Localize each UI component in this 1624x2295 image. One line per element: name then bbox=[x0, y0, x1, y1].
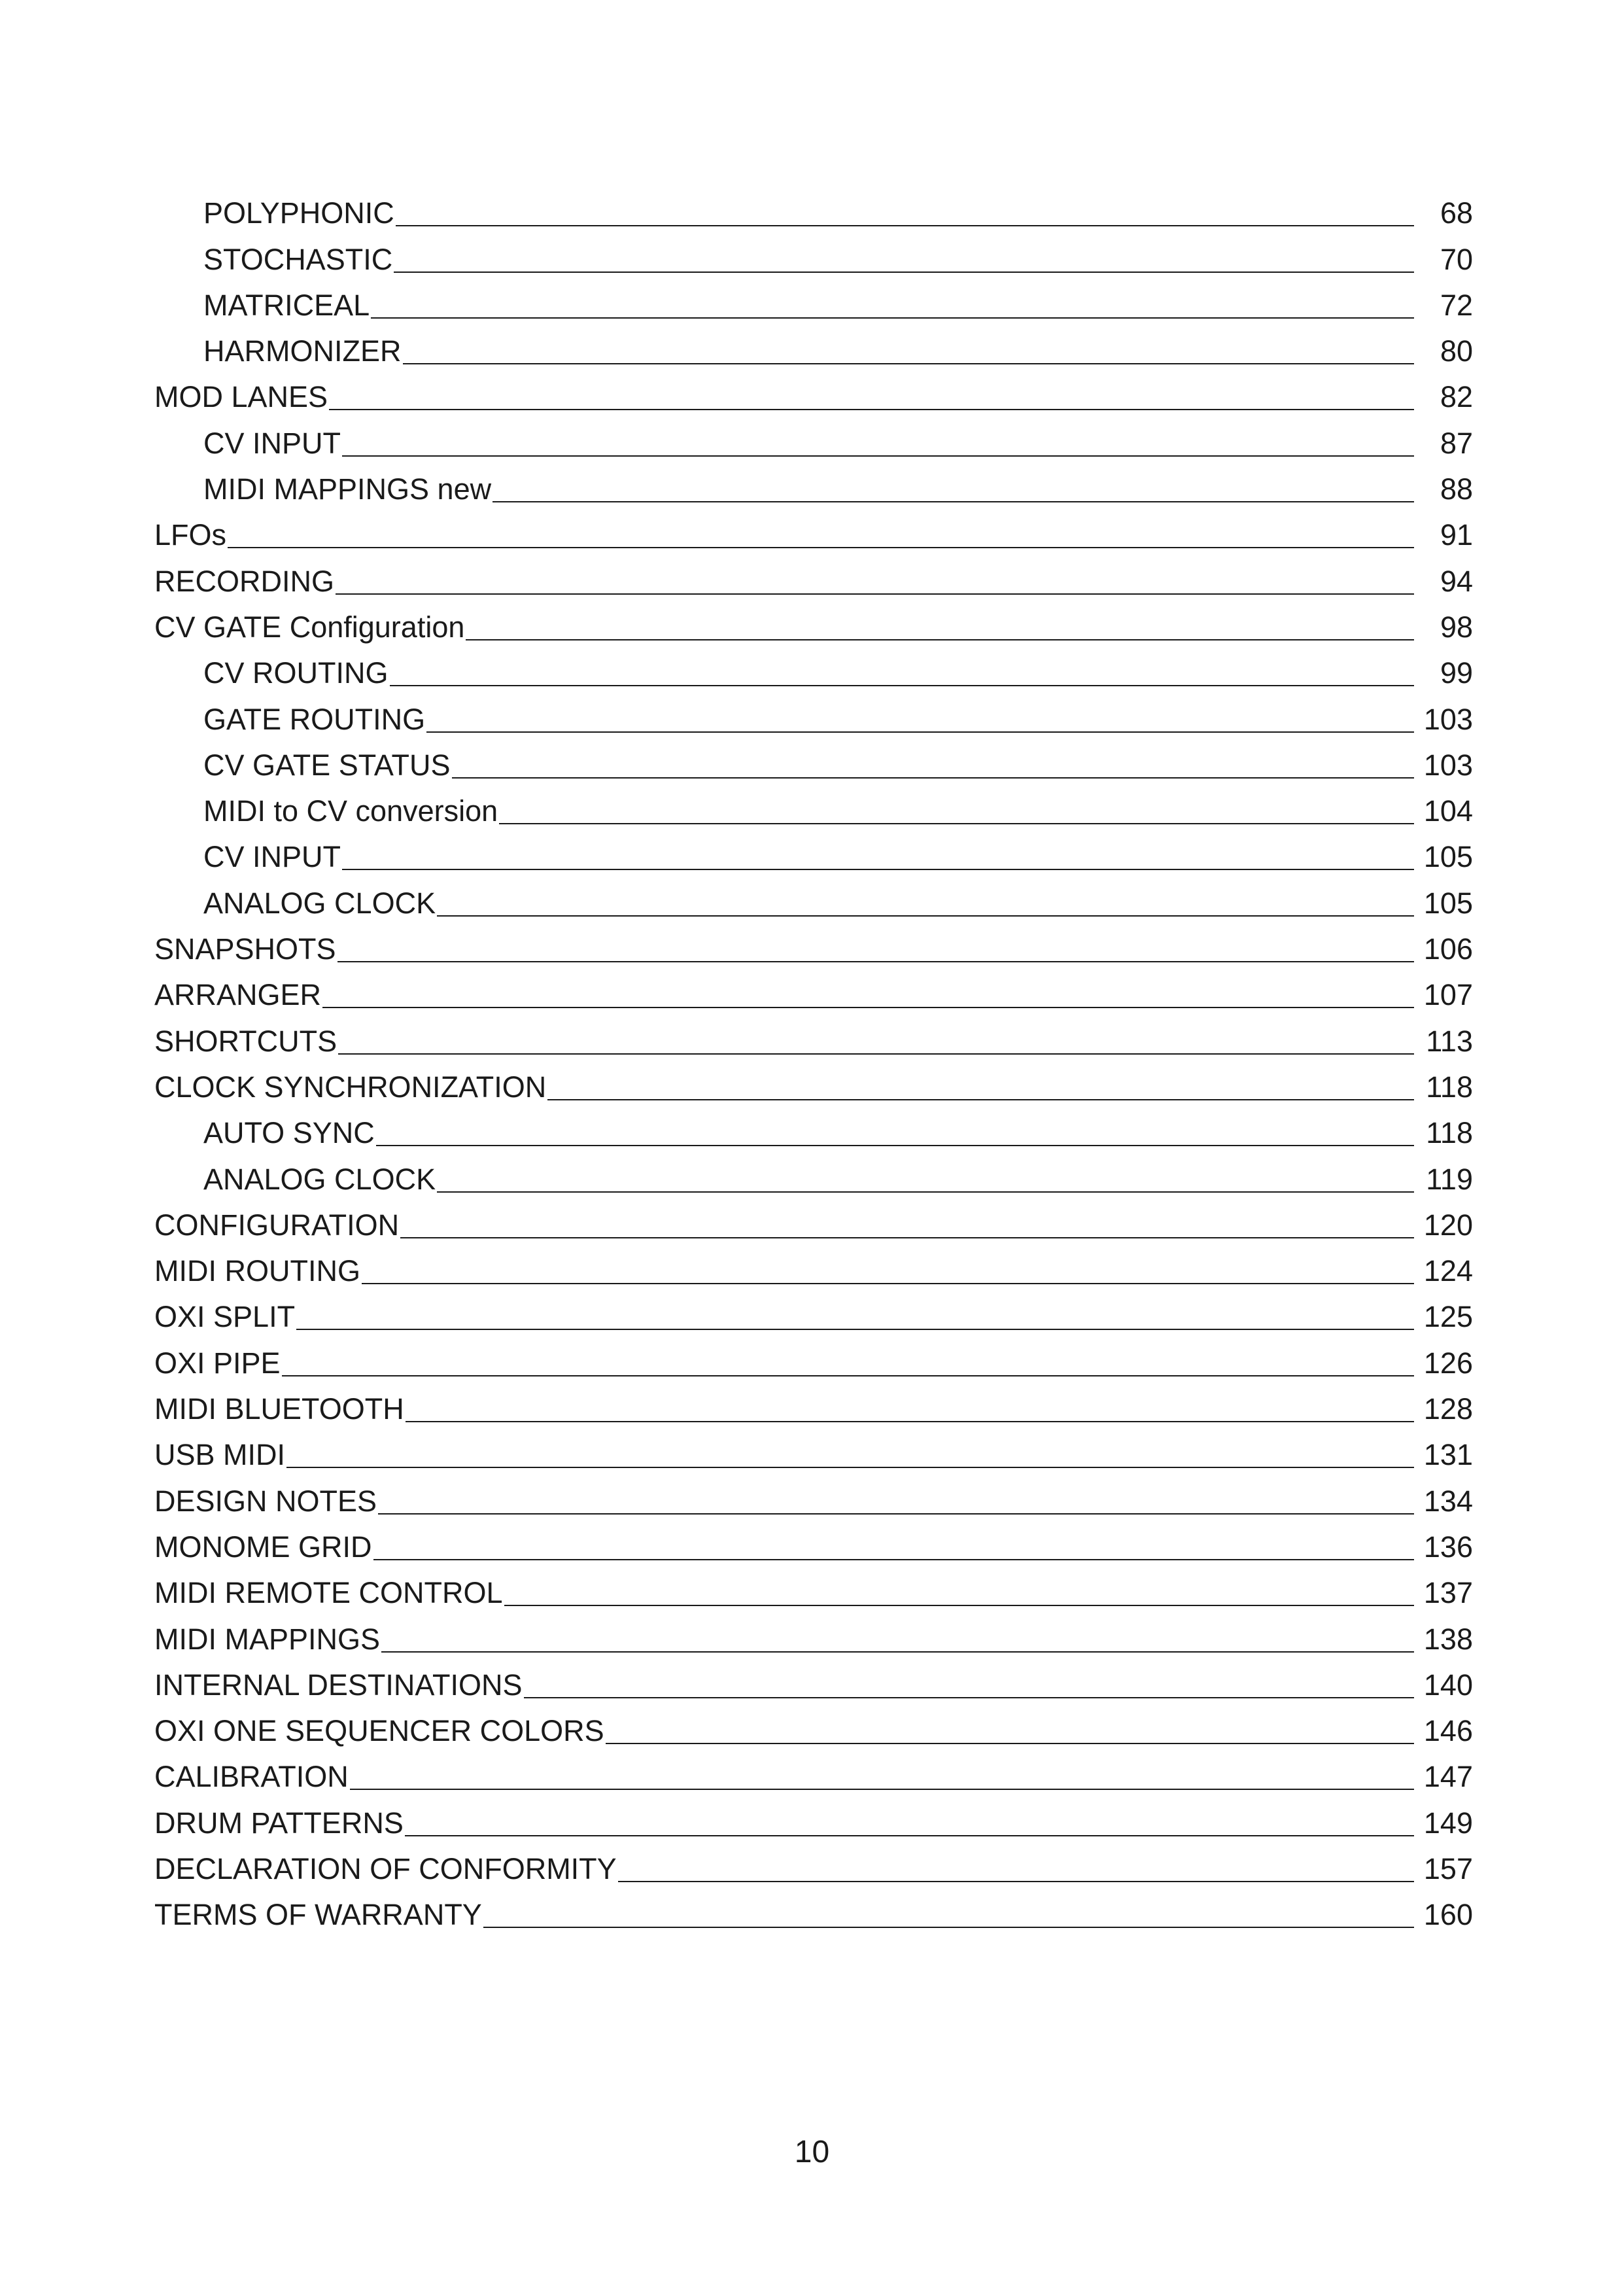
toc-entry[interactable] bbox=[154, 1609, 1473, 1655]
toc-entry-title: HARMONIZER bbox=[203, 334, 402, 368]
toc-entry-title: MIDI to CV conversion bbox=[203, 794, 498, 828]
toc-entry[interactable] bbox=[154, 1103, 1473, 1149]
toc-entry[interactable] bbox=[154, 919, 1473, 965]
toc-entry[interactable] bbox=[154, 1287, 1473, 1333]
toc-leader-line bbox=[376, 1145, 1414, 1146]
toc-entry-page: 103 bbox=[1423, 702, 1473, 736]
toc-entry-page: 136 bbox=[1423, 1530, 1473, 1564]
toc-entry-title: USB MIDI bbox=[154, 1438, 286, 1472]
toc-entry-title: AUTO SYNC bbox=[203, 1116, 375, 1150]
toc-leader-line bbox=[362, 1283, 1414, 1284]
toc-entry[interactable] bbox=[154, 1195, 1473, 1241]
toc-entry-title: OXI PIPE bbox=[154, 1346, 281, 1380]
toc-entry-page: 120 bbox=[1423, 1208, 1473, 1242]
toc-entry[interactable] bbox=[154, 183, 1473, 229]
toc-entry-page: 113 bbox=[1426, 1024, 1473, 1058]
toc-entry-page: 105 bbox=[1423, 886, 1473, 920]
toc-entry[interactable] bbox=[154, 735, 1473, 781]
toc-entry-page: 72 bbox=[1440, 288, 1473, 322]
toc-entry-title: OXI ONE SEQUENCER COLORS bbox=[154, 1714, 604, 1748]
toc-leader-line bbox=[282, 1375, 1414, 1376]
toc-leader-line bbox=[466, 639, 1414, 640]
toc-leader-line bbox=[381, 1651, 1414, 1653]
toc-leader-line bbox=[499, 823, 1414, 824]
toc-entry-title: CALIBRATION bbox=[154, 1760, 349, 1794]
toc-entry-page: 98 bbox=[1440, 610, 1473, 644]
toc-entry-title: MATRICEAL bbox=[203, 288, 370, 322]
toc-entry-title: ANALOG CLOCK bbox=[203, 1162, 436, 1196]
toc-entry-title: MIDI REMOTE CONTROL bbox=[154, 1576, 503, 1610]
toc-entry[interactable] bbox=[154, 1885, 1473, 1931]
toc-leader-line bbox=[338, 1053, 1414, 1055]
page-number: 10 bbox=[794, 2135, 830, 2169]
toc-entry-title: CV GATE Configuration bbox=[154, 610, 465, 644]
toc-leader-line bbox=[378, 1513, 1414, 1515]
toc-entry-title: CONFIGURATION bbox=[154, 1208, 400, 1242]
toc-entry-page: 146 bbox=[1423, 1714, 1473, 1748]
toc-entry[interactable] bbox=[154, 1241, 1473, 1287]
toc-entry[interactable] bbox=[154, 1425, 1473, 1471]
toc-leader-line bbox=[547, 1099, 1414, 1100]
toc-entry-title: CV INPUT bbox=[203, 840, 341, 874]
toc-leader-line bbox=[618, 1881, 1414, 1882]
toc-leader-line bbox=[483, 1927, 1414, 1928]
toc-entry[interactable] bbox=[154, 689, 1473, 735]
toc-entry-title: CLOCK SYNCHRONIZATION bbox=[154, 1070, 547, 1104]
toc-leader-line bbox=[406, 1421, 1414, 1422]
toc-entry-title: LFOs bbox=[154, 518, 227, 552]
toc-entry-page: 104 bbox=[1423, 794, 1473, 828]
toc-entry-title: MIDI ROUTING bbox=[154, 1254, 360, 1288]
toc-entry-page: 70 bbox=[1440, 242, 1473, 276]
toc-entry-title: MIDI MAPPINGS bbox=[154, 1622, 381, 1656]
toc-entry-page: 140 bbox=[1423, 1668, 1473, 1702]
toc-entry[interactable] bbox=[154, 1793, 1473, 1838]
toc-entry-page: 134 bbox=[1423, 1484, 1473, 1518]
toc-leader-line bbox=[504, 1605, 1414, 1606]
toc-leader-line bbox=[394, 272, 1414, 273]
toc-entry-title: ANALOG CLOCK bbox=[203, 886, 436, 920]
toc-entry-page: 126 bbox=[1423, 1346, 1473, 1380]
toc-leader-line bbox=[322, 1007, 1414, 1008]
toc-entry-page: 103 bbox=[1423, 748, 1473, 782]
toc-entry-title: STOCHASTIC bbox=[203, 242, 393, 276]
toc-entry-title: DESIGN NOTES bbox=[154, 1484, 377, 1518]
toc-leader-line bbox=[396, 225, 1414, 226]
toc-entry-page: 125 bbox=[1423, 1300, 1473, 1334]
toc-entry-page: 91 bbox=[1440, 518, 1473, 552]
toc-entry-title: DRUM PATTERNS bbox=[154, 1806, 404, 1840]
toc-leader-line bbox=[606, 1743, 1414, 1744]
toc-entry-title: CV ROUTING bbox=[203, 656, 389, 690]
toc-leader-line bbox=[371, 317, 1414, 319]
toc-entry[interactable] bbox=[154, 1149, 1473, 1195]
toc-leader-line bbox=[403, 363, 1415, 364]
toc-leader-line bbox=[405, 1835, 1414, 1836]
toc-entry[interactable] bbox=[154, 459, 1473, 505]
toc-entry-title: MIDI MAPPINGS new bbox=[203, 472, 492, 506]
toc-entry-page: 128 bbox=[1423, 1392, 1473, 1426]
toc-entry-title: MOD LANES bbox=[154, 380, 328, 414]
toc-entry[interactable] bbox=[154, 505, 1473, 551]
toc-entry-title: RECORDING bbox=[154, 564, 335, 598]
toc-entry-title: POLYPHONIC bbox=[203, 196, 394, 230]
toc-leader-line bbox=[524, 1697, 1414, 1698]
toc-leader-line bbox=[342, 455, 1414, 457]
toc-entry[interactable] bbox=[154, 643, 1473, 689]
toc-entry[interactable] bbox=[154, 827, 1473, 873]
toc-entry[interactable] bbox=[154, 229, 1473, 275]
toc-entry-title: ARRANGER bbox=[154, 978, 322, 1012]
toc-leader-line bbox=[452, 777, 1414, 779]
toc-entry-title: CV INPUT bbox=[203, 426, 341, 460]
toc-entry[interactable] bbox=[154, 965, 1473, 1011]
toc-entry[interactable] bbox=[154, 1701, 1473, 1747]
toc-entry-page: 131 bbox=[1423, 1438, 1473, 1472]
toc-entry[interactable] bbox=[154, 1471, 1473, 1516]
toc-leader-line bbox=[437, 1191, 1414, 1193]
toc-entry-page: 149 bbox=[1423, 1806, 1473, 1840]
toc-entry-title: DECLARATION OF CONFORMITY bbox=[154, 1851, 617, 1885]
toc-entry-page: 106 bbox=[1423, 932, 1473, 966]
toc-entry[interactable] bbox=[154, 413, 1473, 459]
toc-entry-title: MONOME GRID bbox=[154, 1530, 372, 1564]
toc-leader-line bbox=[350, 1789, 1414, 1790]
toc-entry-title: SNAPSHOTS bbox=[154, 932, 336, 966]
toc-entry-page: 157 bbox=[1423, 1851, 1473, 1885]
toc-entry[interactable] bbox=[154, 873, 1473, 919]
toc-entry-page: 124 bbox=[1423, 1254, 1473, 1288]
toc-entry-title: CV GATE STATUS bbox=[203, 748, 451, 782]
toc-entry-page: 68 bbox=[1440, 196, 1473, 230]
toc-leader-line bbox=[337, 961, 1414, 962]
toc-entry[interactable] bbox=[154, 275, 1473, 321]
toc-entry-page: 138 bbox=[1423, 1622, 1473, 1656]
toc-entry-title: OXI SPLIT bbox=[154, 1300, 296, 1334]
toc-leader-line bbox=[342, 869, 1414, 870]
toc-entry-title: SHORTCUTS bbox=[154, 1024, 337, 1058]
toc-entry[interactable] bbox=[154, 1057, 1473, 1103]
toc-leader-line bbox=[437, 915, 1414, 917]
toc-entry-page: 88 bbox=[1440, 472, 1473, 506]
toc-entry-title: TERMS OF WARRANTY bbox=[154, 1898, 482, 1932]
toc-entry[interactable] bbox=[154, 1839, 1473, 1885]
toc-leader-line bbox=[426, 731, 1414, 733]
toc-entry[interactable] bbox=[154, 551, 1473, 597]
toc-entry[interactable] bbox=[154, 1517, 1473, 1563]
toc-entry[interactable] bbox=[154, 781, 1473, 827]
toc-entry[interactable] bbox=[154, 1563, 1473, 1609]
toc-leader-line bbox=[400, 1237, 1414, 1238]
toc-entry-page: 80 bbox=[1440, 334, 1473, 368]
toc-entry-page: 82 bbox=[1440, 380, 1473, 414]
toc-entry[interactable] bbox=[154, 367, 1473, 413]
toc-entry-page: 137 bbox=[1423, 1576, 1473, 1610]
toc-entry-title: INTERNAL DESTINATIONS bbox=[154, 1668, 523, 1702]
toc-leader-line bbox=[329, 409, 1414, 410]
toc-leader-line bbox=[373, 1559, 1415, 1560]
toc-leader-line bbox=[296, 1329, 1414, 1330]
toc-entry-page: 105 bbox=[1423, 840, 1473, 874]
toc-entry-page: 147 bbox=[1423, 1760, 1473, 1794]
toc-entry-page: 119 bbox=[1426, 1162, 1473, 1196]
toc-entry-page: 99 bbox=[1440, 656, 1473, 690]
toc-entry-page: 118 bbox=[1426, 1070, 1473, 1104]
toc-leader-line bbox=[286, 1467, 1414, 1468]
toc-leader-line bbox=[492, 501, 1414, 502]
toc-entry-page: 87 bbox=[1440, 426, 1473, 460]
table-of-contents bbox=[154, 183, 1473, 1931]
toc-entry[interactable] bbox=[154, 1747, 1473, 1793]
toc-entry[interactable] bbox=[154, 597, 1473, 643]
toc-entry-page: 160 bbox=[1423, 1898, 1473, 1932]
toc-entry-page: 118 bbox=[1426, 1116, 1473, 1150]
toc-leader-line bbox=[390, 685, 1414, 686]
toc-entry-page: 94 bbox=[1440, 564, 1473, 598]
toc-entry[interactable] bbox=[154, 321, 1473, 367]
toc-entry-page: 107 bbox=[1423, 978, 1473, 1012]
toc-entry[interactable] bbox=[154, 1655, 1473, 1701]
toc-entry[interactable] bbox=[154, 1011, 1473, 1057]
toc-entry-title: MIDI BLUETOOTH bbox=[154, 1392, 404, 1426]
toc-entry[interactable] bbox=[154, 1333, 1473, 1378]
toc-entry-title: GATE ROUTING bbox=[203, 702, 426, 736]
toc-entry[interactable] bbox=[154, 1379, 1473, 1425]
toc-leader-line bbox=[228, 547, 1414, 548]
toc-leader-line bbox=[336, 593, 1414, 595]
